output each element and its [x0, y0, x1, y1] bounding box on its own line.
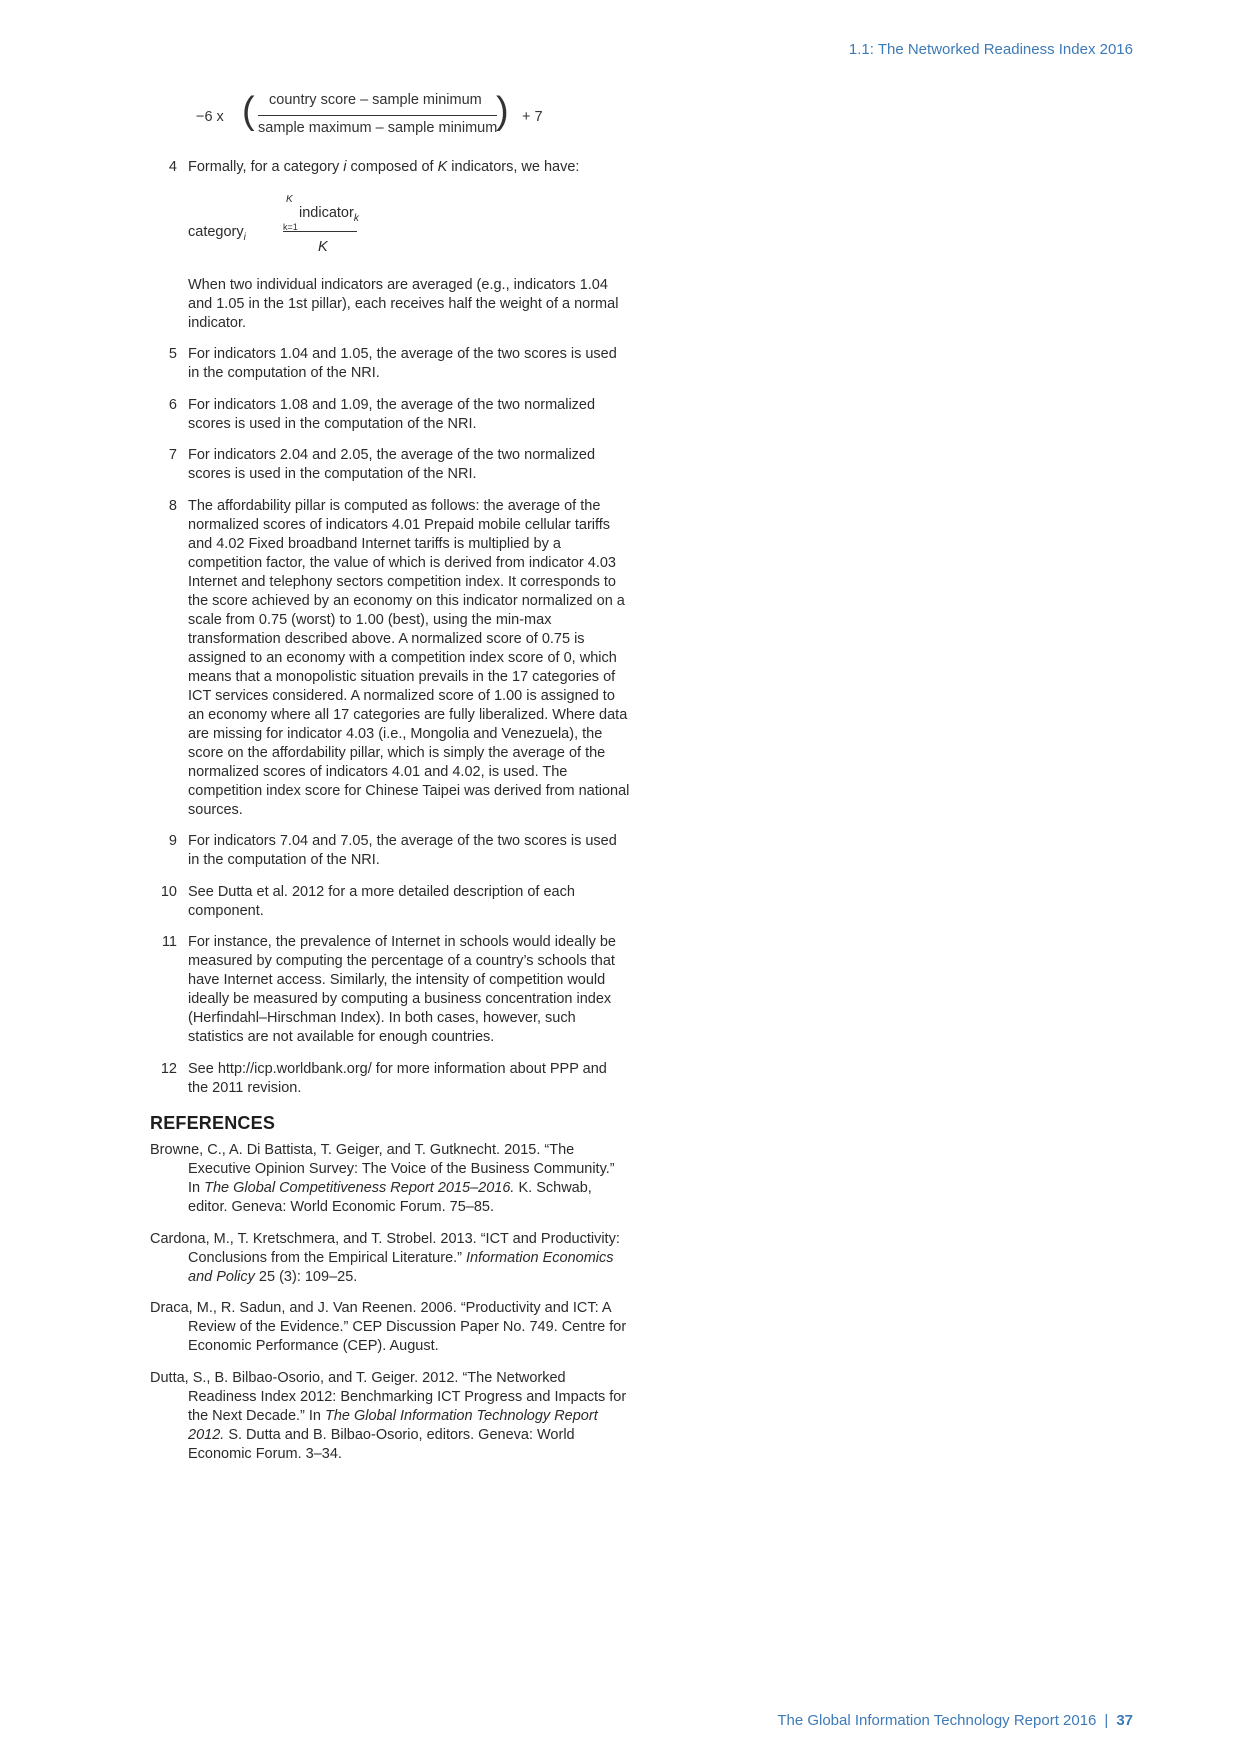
- note-number: 5: [168, 346, 177, 362]
- note-9: [150, 832, 630, 870]
- note-text: The affordability pillar is computed as follows: the average of the normalized scores of indicators 4.01 Prepaid mobile cellular tariffs and 4.02 Fixed broadband Internet tariffs is multiplied by a competition factor, the value of which is derived from indicator 4.03 Internet and telephony sectors competition index. It corresponds to the score achieved by an economy on this indicator normalized on a scale from 0.75 (worst) to 1.00 (best), using the min-max transformation described above. A normalized score of 0.75 is assigned to an economy with a competition index score of 0, which means that a monopolistic situation prevails in the 17 categories of ICT services considered. A normalized score of 1.00 is assigned to an economy where all 17 categories are fully liberalized. Where data are missing for indicator 4.03 (i.e., Mongolia and Venezuela), the score on the affordability pillar, which is simply the average of the normalized scores of indicators 4.01 and 4.02, is used. The competition index score for Chinese Taipei was derived from national sources.: [188, 497, 630, 818]
- reference-entry: [150, 1369, 630, 1464]
- formula-lhs: [188, 223, 246, 247]
- sum-lower-limit: k=1: [283, 221, 298, 232]
- left-paren: (: [242, 90, 255, 132]
- note-text: For indicators 7.04 and 7.05, the average of the two scores is used in the computation of the NRI.: [188, 833, 617, 868]
- reference-entry: [150, 1141, 630, 1217]
- formula-denominator: K: [318, 238, 328, 255]
- category-formula: [188, 190, 630, 268]
- ref-text: K. Schwab, editor. Geneva: World Economic Forum. 75–85.: [188, 1180, 592, 1215]
- term-subscript: k: [353, 212, 359, 224]
- formula-coefficient: −6 x: [196, 109, 224, 125]
- ref-text: 25 (3): 109–25.: [254, 1268, 358, 1285]
- note-number: 8: [168, 497, 177, 514]
- formula-suffix: + 7: [522, 109, 543, 125]
- lhs-text: category: [188, 223, 244, 240]
- page-number: 37: [1116, 1712, 1133, 1729]
- running-head: 1.1: The Networked Readiness Index 2016: [848, 41, 1133, 58]
- note-text: See Dutta et al. 2012 for a more detailed description of each component.: [188, 883, 575, 919]
- note-text: Formally, for a category: [188, 159, 344, 175]
- ref-title: The Global Competitiveness Report 2015–2016.: [204, 1180, 515, 1196]
- ref-text: Dutta, S., B. Bilbao-Osorio, and T. Geiger. 2012. “The Networked Readiness Index 2012: Benchmarking ICT Progress and Impacts for the Next Decade.” In: [150, 1369, 627, 1424]
- ref-text: Cardona, M., T. Kretschmera, and T. Strobel. 2013. “ICT and Productivity: Conclusions from the Empirical Literature.”: [150, 1230, 620, 1266]
- ref-text: S. Dutta and B. Bilbao-Osorio, editors. Geneva: World Economic Forum. 3–34.: [188, 1426, 575, 1462]
- reference-entry: [150, 1299, 630, 1356]
- note-text: For indicators 2.04 and 2.05, the average of the two normalized scores is used in the computation of the NRI.: [188, 447, 596, 482]
- var-k: K: [437, 159, 448, 175]
- note-4-continuation: When two individual indicators are averaged (e.g., indicators 1.04 and 1.05 in the 1st pillar), each receives half the weight of a normal indicator.: [188, 276, 619, 331]
- formula-numerator: country score – sample minimum: [269, 92, 482, 108]
- note-8: [150, 497, 630, 820]
- page-footer: [777, 1712, 1133, 1729]
- note-11: [150, 933, 630, 1047]
- note-text: For instance, the prevalence of Internet in schools would ideally be measured by computing the percentage of a country’s schools that have Internet access. Similarly, the intensity of competition would ideally be measured by computing a business concentration index (Herfindahl–Hirschman Index). In both cases, however, such statistics are not available for enough countries.: [188, 934, 616, 1045]
- note-6: [150, 396, 630, 434]
- note-text: For indicators 1.04 and 1.05, the average of the two scores is used in the computation of the NRI.: [188, 346, 617, 381]
- ref-title: Information Economics and Policy: [188, 1249, 614, 1285]
- note-number: 6: [168, 396, 177, 413]
- note-text: indicators, we have:: [447, 159, 580, 175]
- footer-separator: |: [1104, 1712, 1109, 1729]
- note-number: 10: [160, 883, 177, 900]
- lhs-subscript: i: [243, 231, 246, 243]
- note-number: 11: [161, 934, 177, 950]
- right-paren: ): [496, 90, 509, 132]
- note-4: [150, 158, 630, 177]
- fraction-bar: [258, 115, 497, 116]
- formula-denominator: sample maximum – sample minimum: [258, 120, 498, 136]
- note-number: 4: [168, 159, 177, 175]
- note-text: composed of: [346, 159, 438, 175]
- ref-text: Draca, M., R. Sadun, and J. Van Reenen. 2006. “Productivity and ICT: A Review of the Evidence.” CEP Discussion Paper No. 749. Centre for Economic Performance (CEP). August.: [150, 1300, 627, 1354]
- note-text: See http://icp.worldbank.org/ for more information about PPP and the 2011 revision.: [188, 1060, 607, 1096]
- term-text: indicator: [299, 204, 354, 221]
- references-heading: REFERENCES: [150, 1113, 276, 1133]
- ref-title: The Global Information Technology Report 2012.: [188, 1407, 598, 1443]
- note-5: [150, 345, 630, 383]
- note-number: 12: [160, 1060, 177, 1077]
- note-12: [150, 1060, 630, 1098]
- note-10: [150, 883, 630, 921]
- var-i: i: [343, 159, 347, 175]
- ref-text: Browne, C., A. Di Battista, T. Geiger, and T. Gutknecht. 2015. “The Executive Opinion Survey: The Voice of the Business Community.” In: [150, 1142, 615, 1196]
- sum-upper-limit: K: [286, 193, 293, 205]
- note-text: For indicators 1.08 and 1.09, the average of the two normalized scores is used in the computation of the NRI.: [188, 396, 596, 432]
- footer-report-title: The Global Information Technology Report 2016: [777, 1712, 1097, 1729]
- minmax-formula: [196, 88, 556, 138]
- reference-entry: [150, 1230, 630, 1287]
- note-7: [150, 446, 630, 484]
- formula-term: [299, 204, 359, 228]
- fraction-bar: [283, 231, 357, 232]
- endnotes: [150, 158, 630, 1110]
- note-number: 9: [168, 833, 177, 849]
- references-section: [150, 1114, 630, 1476]
- note-number: 7: [168, 447, 177, 463]
